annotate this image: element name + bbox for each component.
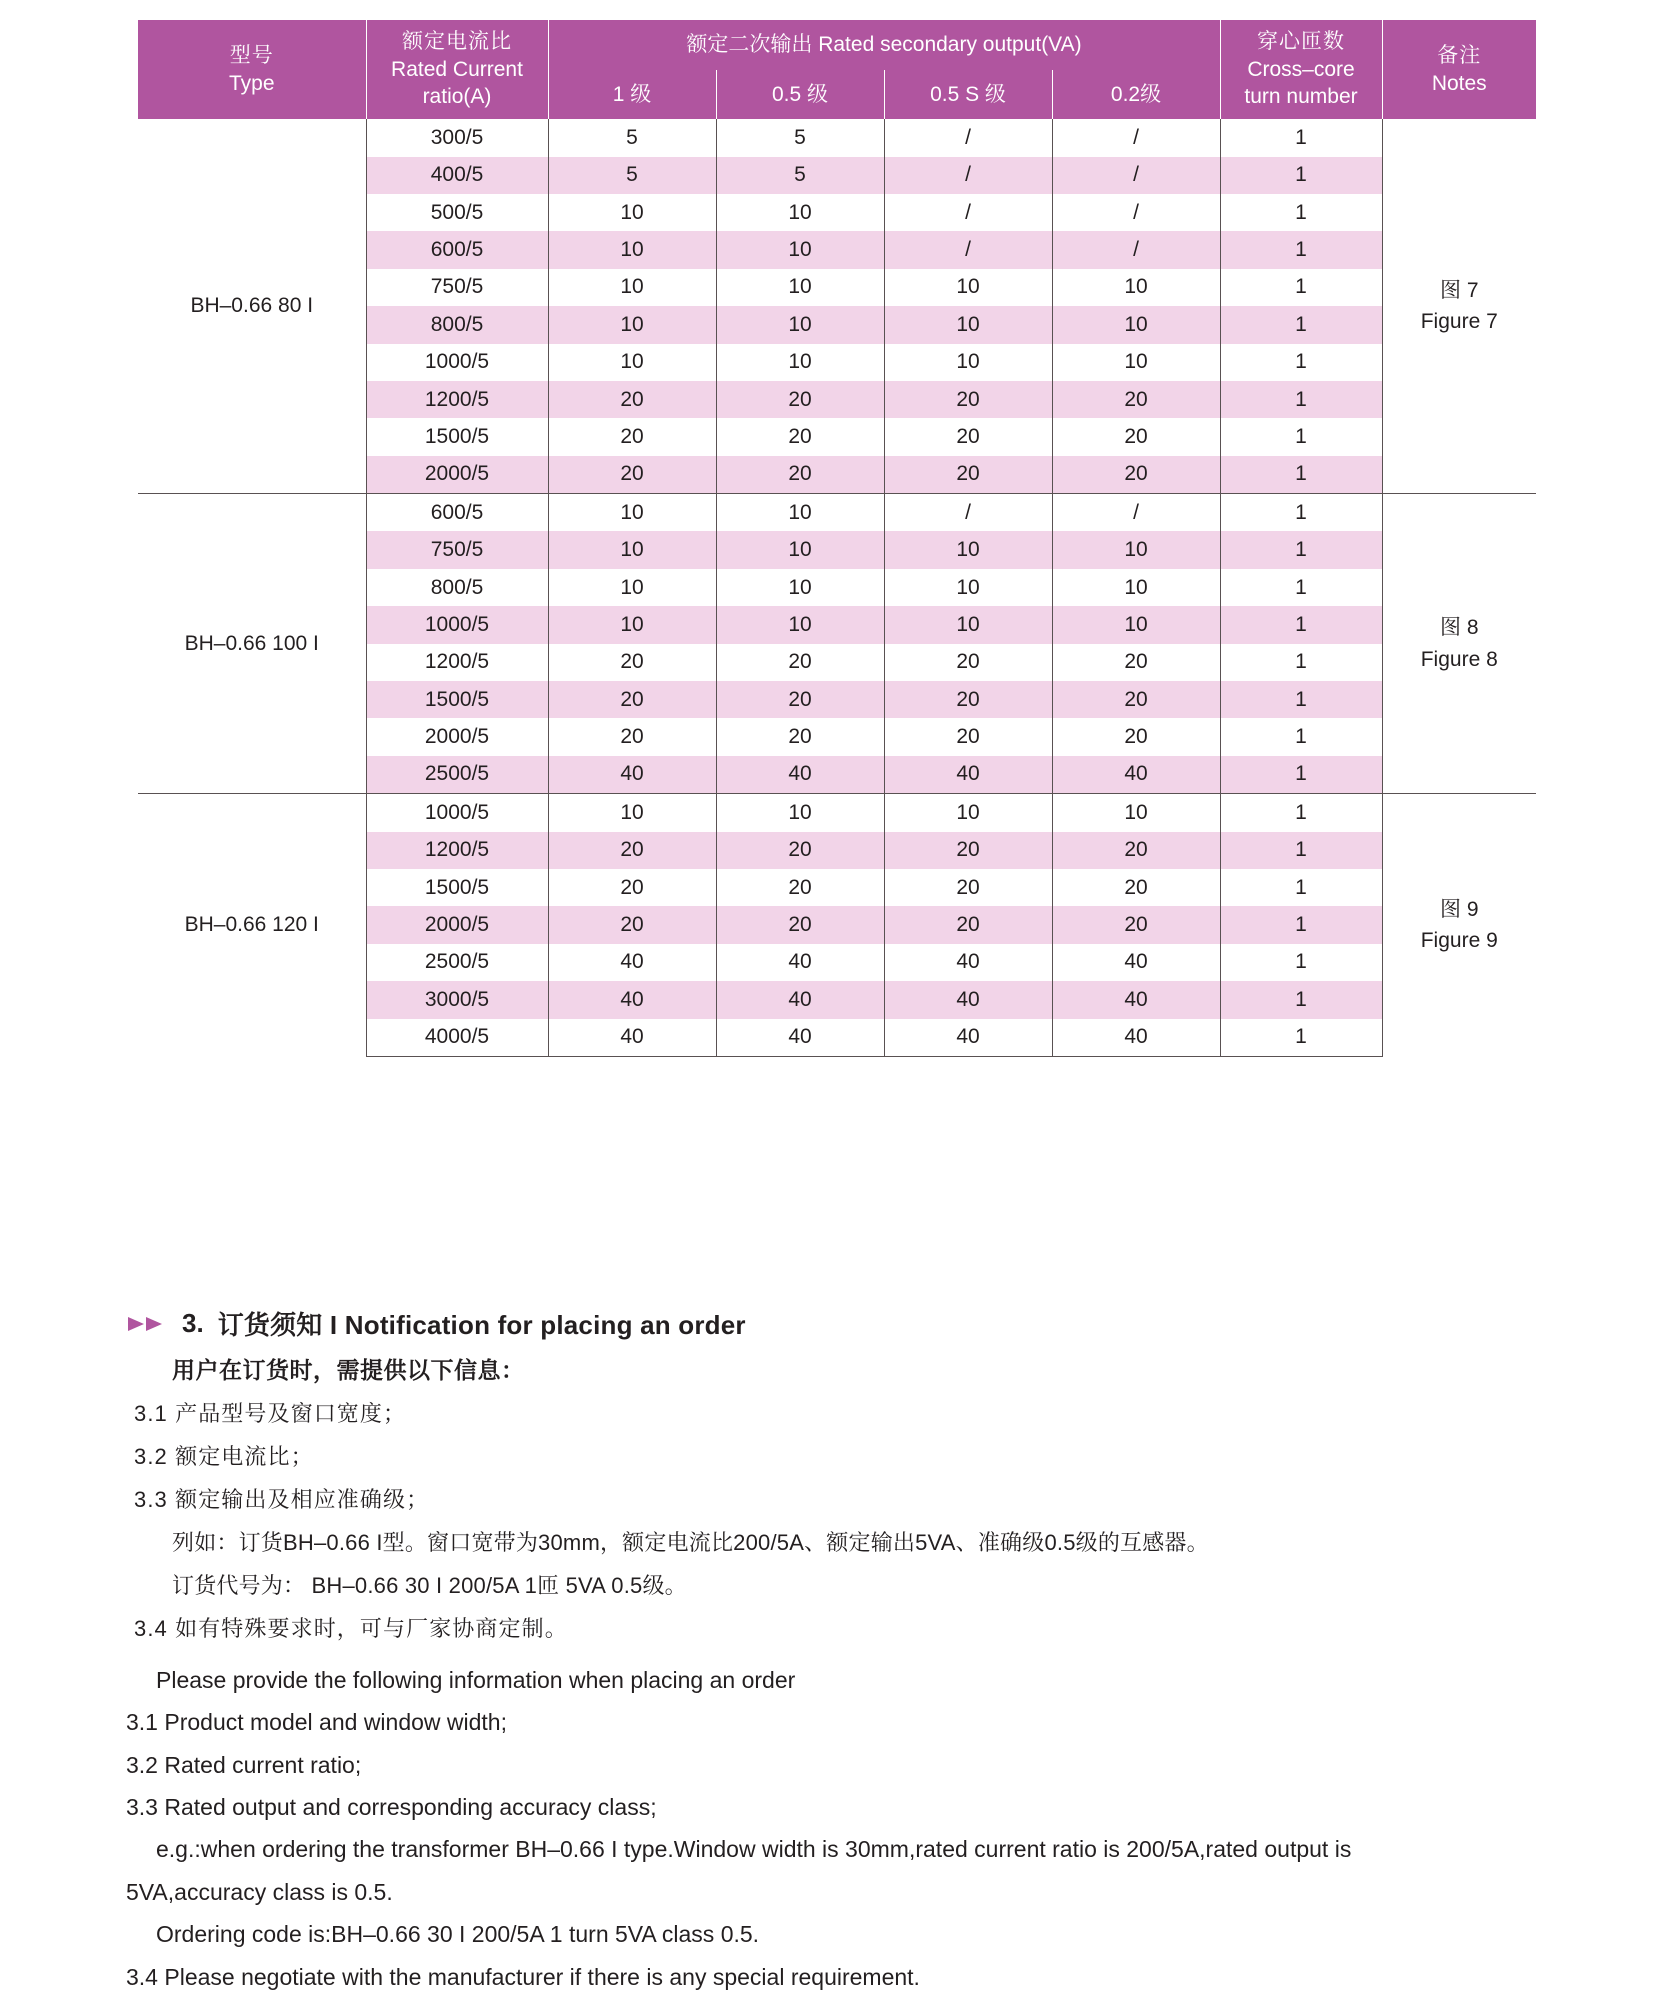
- cell-c05: 40: [716, 981, 884, 1018]
- cell-ratio: 800/5: [366, 306, 548, 343]
- cell-c05s: 20: [884, 869, 1052, 906]
- header-row-top: [138, 20, 1536, 70]
- note-figure-en: Figure 7: [1420, 310, 1498, 334]
- cell-c02: 20: [1052, 681, 1220, 718]
- cell-c02: /: [1052, 494, 1220, 532]
- cell-turns: 1: [1220, 569, 1382, 606]
- cell-ratio: 1000/5: [366, 606, 548, 643]
- double-arrow-icon: [126, 1314, 166, 1334]
- cell-c02: 20: [1052, 456, 1220, 494]
- table-row: [138, 119, 1536, 156]
- cell-c05s: /: [884, 194, 1052, 231]
- cell-c02: /: [1052, 119, 1220, 156]
- cell-turns: 1: [1220, 756, 1382, 794]
- spec-table-container: [138, 20, 1536, 1057]
- cell-c1: 10: [548, 306, 716, 343]
- cell-c05: 10: [716, 494, 884, 532]
- cell-c05: 20: [716, 832, 884, 869]
- cell-ratio: 600/5: [366, 494, 548, 532]
- cell-c05s: 10: [884, 794, 1052, 832]
- cell-c02: 40: [1052, 1019, 1220, 1057]
- cell-c05: 20: [716, 681, 884, 718]
- cell-c05: 10: [716, 269, 884, 306]
- cell-ratio: 500/5: [366, 194, 548, 231]
- cell-c1: 10: [548, 231, 716, 268]
- cell-turns: 1: [1220, 1019, 1382, 1057]
- cell-c05s: 20: [884, 832, 1052, 869]
- cell-c05: 20: [716, 456, 884, 494]
- cell-c02: 20: [1052, 718, 1220, 755]
- cell-c05: 40: [716, 944, 884, 981]
- col-header-turns-en1: Cross–core: [1247, 57, 1355, 81]
- cell-ratio: 1500/5: [366, 418, 548, 455]
- cell-c02: 10: [1052, 569, 1220, 606]
- cell-ratio: 750/5: [366, 269, 548, 306]
- cell-c02: 20: [1052, 418, 1220, 455]
- note-figure-cn: 图 9: [1440, 897, 1479, 921]
- col-header-turns-cn: 穿心匝数: [1257, 30, 1346, 53]
- cell-c05s: 20: [884, 381, 1052, 418]
- cell-c02: 20: [1052, 381, 1220, 418]
- cell-c02: 20: [1052, 869, 1220, 906]
- col-header-class-0-2: 0.2级: [1052, 70, 1220, 120]
- cell-c1: 40: [548, 756, 716, 794]
- cell-ratio: 2500/5: [366, 944, 548, 981]
- cell-ratio: 750/5: [366, 531, 548, 568]
- cell-turns: 1: [1220, 494, 1382, 532]
- en-item-3-3: 3.3 Rated output and corresponding accuracy class;: [126, 1794, 657, 1821]
- col-header-turns: [1220, 20, 1382, 119]
- table-row: [138, 794, 1536, 832]
- en-item-3-2: 3.2 Rated current ratio;: [126, 1751, 362, 1778]
- cell-c05s: /: [884, 494, 1052, 532]
- cell-c05s: /: [884, 231, 1052, 268]
- col-header-ratio-en1: Rated Current: [391, 57, 523, 81]
- cell-type: BH–0.66 120 I: [138, 794, 366, 1057]
- cell-c1: 10: [548, 344, 716, 381]
- cell-c1: 20: [548, 718, 716, 755]
- cell-c05s: 10: [884, 531, 1052, 568]
- table-body: [138, 119, 1536, 1056]
- cell-c02: /: [1052, 231, 1220, 268]
- en-example-line-1: e.g.:when ordering the transformer BH–0.66 I type.Window width is 30mm,rated current ratio is 200/5A,rated output is: [156, 1836, 1352, 1863]
- cell-turns: 1: [1220, 157, 1382, 194]
- cell-turns: 1: [1220, 794, 1382, 832]
- cell-c02: 10: [1052, 531, 1220, 568]
- cell-c02: 20: [1052, 644, 1220, 681]
- cell-c05s: 40: [884, 981, 1052, 1018]
- cell-c1: 40: [548, 1019, 716, 1057]
- cell-notes: [1382, 494, 1536, 794]
- col-header-type: [138, 20, 366, 119]
- cell-c1: 10: [548, 794, 716, 832]
- cell-ratio: 600/5: [366, 231, 548, 268]
- col-header-ratio-en2: ratio(A): [422, 85, 492, 109]
- cell-c1: 20: [548, 906, 716, 943]
- cell-turns: 1: [1220, 119, 1382, 156]
- cell-c05: 10: [716, 569, 884, 606]
- cell-c05: 20: [716, 718, 884, 755]
- note-figure-cn: 图 7: [1440, 278, 1479, 302]
- cell-c05: 10: [716, 194, 884, 231]
- cell-c05: 10: [716, 606, 884, 643]
- section-title: 订货须知 I Notification for placing an order: [217, 1310, 746, 1340]
- cell-ratio: 1000/5: [366, 344, 548, 381]
- col-header-secondary-output-group: 额定二次输出 Rated secondary output(VA): [548, 20, 1220, 70]
- cell-c05s: 40: [884, 944, 1052, 981]
- table-row: [138, 494, 1536, 532]
- cell-c1: 40: [548, 981, 716, 1018]
- cell-c02: 40: [1052, 756, 1220, 794]
- cell-c05s: 10: [884, 344, 1052, 381]
- en-item-3-1: 3.1 Product model and window width;: [126, 1709, 507, 1736]
- col-header-class-0-5s: 0.5 S 级: [884, 70, 1052, 120]
- table-header: [138, 20, 1536, 119]
- cell-turns: 1: [1220, 344, 1382, 381]
- cell-c05: 5: [716, 157, 884, 194]
- cell-ratio: 1200/5: [366, 832, 548, 869]
- cell-c02: 10: [1052, 606, 1220, 643]
- col-header-turns-en2: turn number: [1244, 85, 1358, 109]
- cell-ratio: 2500/5: [366, 756, 548, 794]
- cell-c05s: 20: [884, 718, 1052, 755]
- cell-notes: [1382, 794, 1536, 1057]
- cell-c05: 10: [716, 231, 884, 268]
- cell-c05s: 20: [884, 456, 1052, 494]
- cell-turns: 1: [1220, 981, 1382, 1018]
- cell-c05: 20: [716, 869, 884, 906]
- cell-c05s: 10: [884, 269, 1052, 306]
- cell-c02: 20: [1052, 906, 1220, 943]
- en-intro: Please provide the following information when placing an order: [156, 1667, 796, 1693]
- col-header-notes-cn: 备注: [1437, 43, 1482, 67]
- en-item-3-4: 3.4 Please negotiate with the manufacturer if there is any special requirement.: [126, 1963, 920, 1990]
- cell-c05: 40: [716, 1019, 884, 1057]
- section-subheading: 用户在订货时，需提供以下信息：: [172, 1357, 525, 1383]
- cell-c05s: 10: [884, 306, 1052, 343]
- order-notification-section: [126, 1305, 1546, 2004]
- cell-c05s: 20: [884, 418, 1052, 455]
- cell-ratio: 2000/5: [366, 906, 548, 943]
- cell-turns: 1: [1220, 644, 1382, 681]
- cn-item-3-1: 3.1 产品型号及窗口宽度；: [134, 1401, 407, 1426]
- cell-turns: 1: [1220, 869, 1382, 906]
- cell-c1: 10: [548, 531, 716, 568]
- en-example-line-1b: 5VA,accuracy class is 0.5.: [126, 1878, 393, 1905]
- note-figure-cn: 图 8: [1440, 616, 1479, 640]
- cell-c05: 20: [716, 418, 884, 455]
- cn-example-line-2: 订货代号为： BH–0.66 30 I 200/5A 1匝 5VA 0.5级。: [172, 1573, 687, 1598]
- cell-c05s: 20: [884, 906, 1052, 943]
- cell-c05s: 40: [884, 756, 1052, 794]
- col-header-type-cn: 型号: [229, 43, 274, 67]
- note-figure-en: Figure 8: [1420, 647, 1498, 671]
- col-header-notes-en: Notes: [1431, 71, 1487, 95]
- cell-c05s: /: [884, 157, 1052, 194]
- cell-turns: 1: [1220, 944, 1382, 981]
- english-block: [126, 1665, 1546, 1992]
- cell-c02: /: [1052, 157, 1220, 194]
- cell-c05: 40: [716, 756, 884, 794]
- cell-c02: 10: [1052, 269, 1220, 306]
- cell-c1: 20: [548, 832, 716, 869]
- cell-turns: 1: [1220, 681, 1382, 718]
- cell-c05s: 10: [884, 606, 1052, 643]
- cell-c02: 40: [1052, 981, 1220, 1018]
- cell-c05s: 40: [884, 1019, 1052, 1057]
- cell-c1: 20: [548, 644, 716, 681]
- cell-c1: 20: [548, 418, 716, 455]
- cell-c1: 20: [548, 681, 716, 718]
- cell-turns: 1: [1220, 306, 1382, 343]
- cell-c1: 20: [548, 456, 716, 494]
- cell-c1: 10: [548, 494, 716, 532]
- cell-ratio: 1500/5: [366, 869, 548, 906]
- col-header-ratio: [366, 20, 548, 119]
- cell-c02: /: [1052, 194, 1220, 231]
- cell-c1: 10: [548, 194, 716, 231]
- cell-type: BH–0.66 100 I: [138, 494, 366, 794]
- cell-c05s: 20: [884, 681, 1052, 718]
- cell-ratio: 1200/5: [366, 644, 548, 681]
- cell-c1: 40: [548, 944, 716, 981]
- cell-ratio: 1200/5: [366, 381, 548, 418]
- cn-item-3-2: 3.2 额定电流比；: [134, 1444, 314, 1469]
- cn-item-3-3: 3.3 额定输出及相应准确级；: [134, 1487, 430, 1512]
- col-header-class-0-5: 0.5 级: [716, 70, 884, 120]
- cell-turns: 1: [1220, 606, 1382, 643]
- cell-turns: 1: [1220, 531, 1382, 568]
- cell-ratio: 300/5: [366, 119, 548, 156]
- rated-output-spec-table: [138, 20, 1536, 1057]
- cell-c05: 20: [716, 644, 884, 681]
- cell-c05s: /: [884, 119, 1052, 156]
- cell-c02: 20: [1052, 832, 1220, 869]
- cell-turns: 1: [1220, 718, 1382, 755]
- en-example-line-2: Ordering code is:BH–0.66 30 I 200/5A 1 turn 5VA class 0.5.: [156, 1921, 760, 1948]
- cell-turns: 1: [1220, 231, 1382, 268]
- cell-ratio: 1000/5: [366, 794, 548, 832]
- cell-c05: 10: [716, 794, 884, 832]
- cell-ratio: 4000/5: [366, 1019, 548, 1057]
- cell-c05: 20: [716, 906, 884, 943]
- cell-type: BH–0.66 80 I: [138, 119, 366, 493]
- cell-ratio: 1500/5: [366, 681, 548, 718]
- cell-turns: 1: [1220, 381, 1382, 418]
- cell-turns: 1: [1220, 832, 1382, 869]
- col-header-class-1: 1 级: [548, 70, 716, 120]
- cell-c1: 20: [548, 381, 716, 418]
- cell-c02: 10: [1052, 344, 1220, 381]
- cell-c02: 40: [1052, 944, 1220, 981]
- cell-c1: 5: [548, 157, 716, 194]
- cell-ratio: 400/5: [366, 157, 548, 194]
- col-header-type-en: Type: [228, 71, 275, 95]
- cn-example-line-1: 列如：订货BH–0.66 I型。窗口宽带为30mm，额定电流比200/5A、额定输出5VA、准确级0.5级的互感器。: [172, 1530, 1209, 1555]
- cell-ratio: 2000/5: [366, 718, 548, 755]
- col-header-ratio-cn: 额定电流比: [402, 30, 512, 53]
- cn-item-3-4: 3.4 如有特殊要求时，可与厂家协商定制。: [134, 1616, 568, 1641]
- col-header-notes: [1382, 20, 1536, 119]
- cell-c1: 20: [548, 869, 716, 906]
- cell-turns: 1: [1220, 194, 1382, 231]
- cell-c1: 10: [548, 569, 716, 606]
- cell-c02: 10: [1052, 306, 1220, 343]
- cell-ratio: 2000/5: [366, 456, 548, 494]
- cell-c05: 10: [716, 306, 884, 343]
- cell-turns: 1: [1220, 456, 1382, 494]
- cell-c1: 10: [548, 606, 716, 643]
- cell-ratio: 800/5: [366, 569, 548, 606]
- cell-notes: [1382, 119, 1536, 493]
- cell-c05: 10: [716, 531, 884, 568]
- cell-turns: 1: [1220, 906, 1382, 943]
- cell-c1: 5: [548, 119, 716, 156]
- cell-c05: 10: [716, 344, 884, 381]
- cell-c05s: 10: [884, 569, 1052, 606]
- cell-turns: 1: [1220, 418, 1382, 455]
- section-heading: [126, 1305, 1546, 1342]
- cell-c02: 10: [1052, 794, 1220, 832]
- cell-c05: 20: [716, 381, 884, 418]
- cell-c05: 5: [716, 119, 884, 156]
- cell-c1: 10: [548, 269, 716, 306]
- note-figure-en: Figure 9: [1420, 929, 1498, 953]
- cell-ratio: 3000/5: [366, 981, 548, 1018]
- cell-c05s: 20: [884, 644, 1052, 681]
- cell-turns: 1: [1220, 269, 1382, 306]
- section-number: 3.: [182, 1308, 204, 1338]
